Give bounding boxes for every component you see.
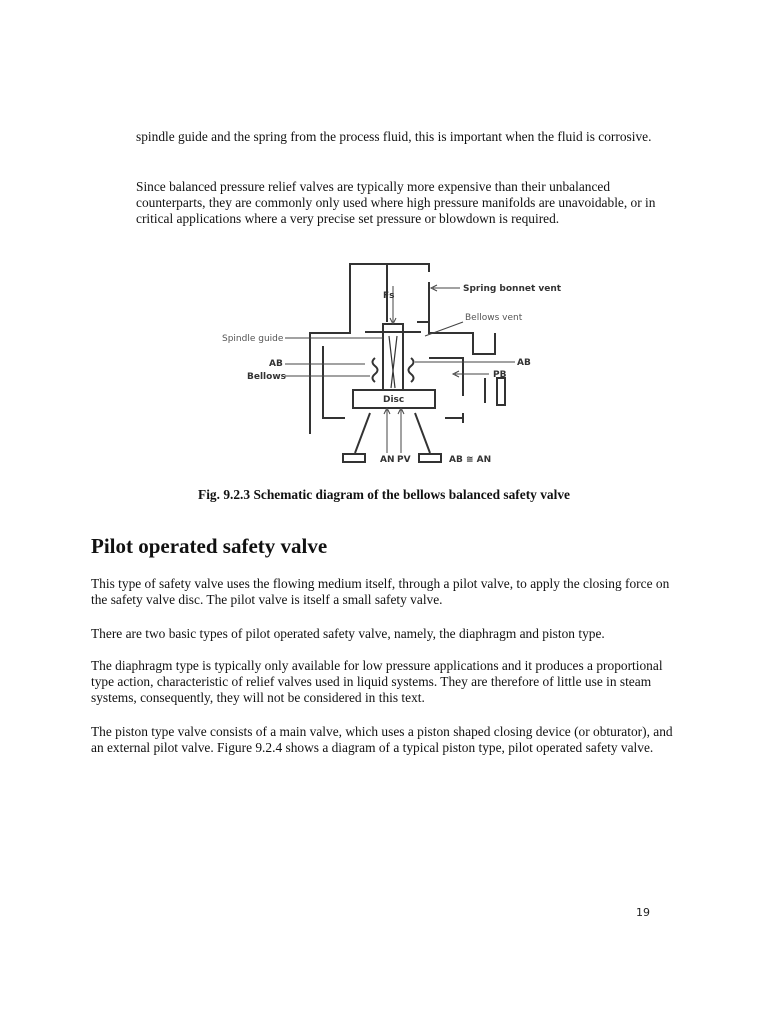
label-ab-approx-an: AB ≅ AN — [449, 455, 492, 465]
paragraph-pilot-intro: This type of safety valve uses the flowing medium itself, through a pilot valve, to apply the closing force on the safety valve disc. The pilot valve is itself a small safety valve. — [91, 576, 670, 608]
paragraph-two-types: There are two basic types of pilot operated safety valve, namely, the diaphragm and piston type. — [91, 626, 605, 641]
paragraph-spindle-guide: spindle guide and the spring from the process fluid, this is important when the fluid is corrosive. — [136, 129, 652, 144]
paragraph-balanced-valves: Since balanced pressure relief valves are typically more expensive than their unbalanced counterparts, they are commonly only used where high pressure manifolds are unavoidable, or in critical applications where a very precise set pressure or blowdown is required. — [136, 179, 656, 227]
label-pb: PB — [493, 370, 507, 380]
label-disc: Disc — [383, 395, 405, 405]
figure-caption: Fig. 9.2.3 Schematic diagram of the bellows balanced safety valve — [198, 487, 570, 502]
bellows-balanced-valve-diagram — [215, 258, 562, 470]
label-ab-right: AB — [517, 358, 531, 368]
label-ab-left: AB — [269, 359, 283, 369]
label-pv: PV — [397, 455, 411, 465]
label-an: AN — [380, 455, 395, 465]
label-bellows-vent: Bellows vent — [465, 313, 523, 323]
force-arrows — [285, 285, 515, 453]
label-spindle-guide: Spindle guide — [222, 334, 284, 344]
paragraph-piston-type: The piston type valve consists of a main valve, which uses a piston shaped closing device (or obturator), and an external pilot valve. Figure 9.2.4 shows a diagram of a typical piston type, pilot operated safety valve. — [91, 724, 673, 756]
section-heading: Pilot operated safety valve — [91, 534, 328, 558]
label-fs: Fs — [383, 291, 395, 301]
label-bellows: Bellows — [247, 372, 286, 382]
label-spring-bonnet-vent: Spring bonnet vent — [463, 284, 562, 294]
paragraph-diaphragm-type: The diaphragm type is typically only available for low pressure applications and it produces a proportional type action, characteristic of relief valves used in liquid systems. They are therefore of little use in steam systems, consequently, they will not be considered in this text. — [91, 658, 663, 706]
page-number: 19 — [636, 906, 650, 919]
